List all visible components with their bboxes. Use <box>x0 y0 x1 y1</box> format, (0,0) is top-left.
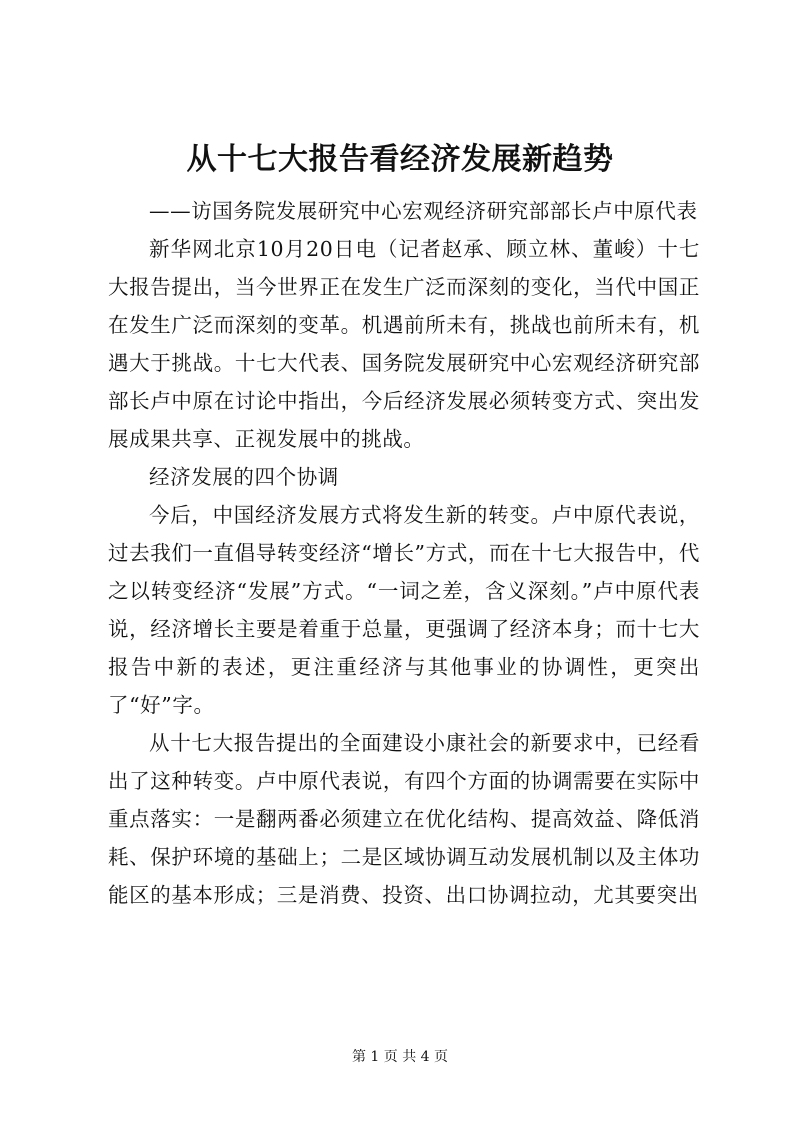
body-paragraph: 新华网北京10月20日电（记者赵承、顾立林、董峻）十七大报告提出，当今世界正在发生广泛而深刻的变化，当代中国正在发生广泛而深刻的变革。机遇前所未有，挑战也前所未有，机遇大于挑战。十七大代表、国务院发展研究中心宏观经济研究部部长卢中原在讨论中指出，今后经济发展必须转变方式、突出发展成果共享、正视发展中的挑战。 <box>108 237 700 451</box>
section-heading: 经济发展的四个协调 <box>149 465 339 489</box>
page-number-footer: 第 1 页 共 4 页 <box>351 1049 449 1065</box>
body-paragraph: 今后，中国经济发展方式将发生新的转变。卢中原代表说，过去我们一直倡导转变经济“增长”方式，而在十七大报告中，代之以转变经济“发展”方式。“一词之差，含义深刻。”卢中原代表说，经济增长主要是着重于总量，更强调了经济本身；而十七大报告中新的表述，更注重经济与其他事业的协调性，更突出了“好”字。 <box>108 503 700 717</box>
document-body <box>108 192 700 914</box>
document-title: 从十七大报告看经济发展新趋势 <box>186 142 614 177</box>
body-paragraph: 从十七大报告提出的全面建设小康社会的新要求中，已经看出了这种转变。卢中原代表说，有四个方面的协调需要在实际中重点落实：一是翻两番必须建立在优化结构、提高效益、降低消耗、保护环境的基础上；二是区域协调互动发展机制以及主体功能区的基本形成；三是消费、投资、出口协调拉动，尤其要突出 <box>108 731 700 907</box>
subtitle-paragraph: ——访国务院发展研究中心宏观经济研究部部长卢中原代表 <box>149 199 698 223</box>
